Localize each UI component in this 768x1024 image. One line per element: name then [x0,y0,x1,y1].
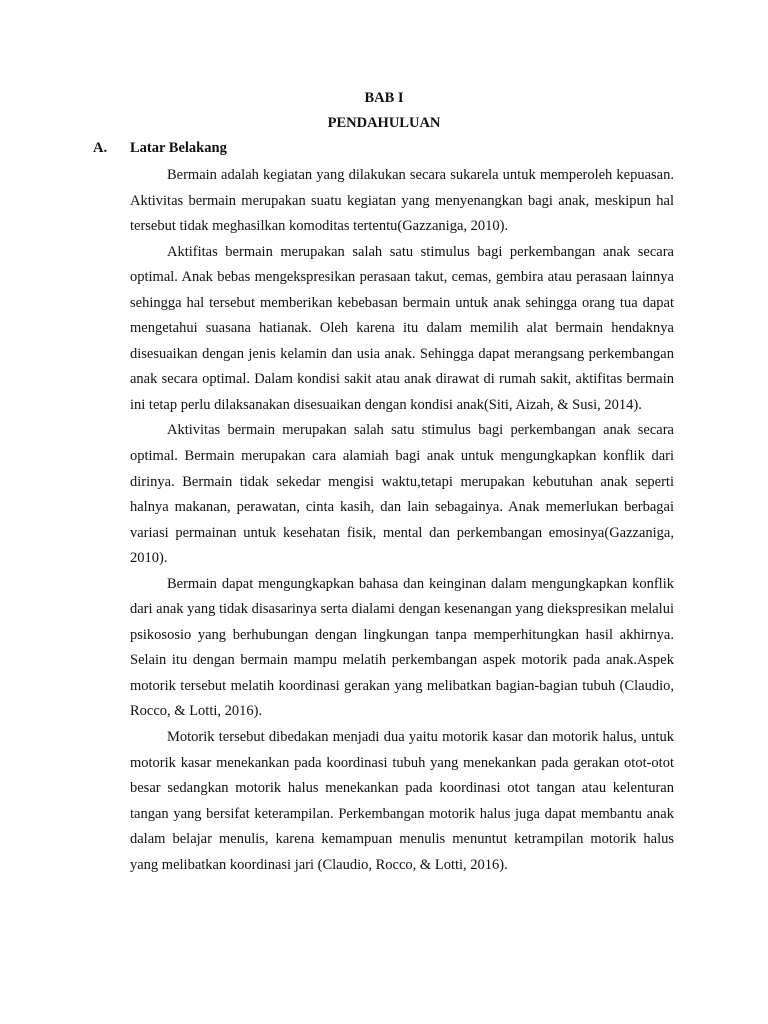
body-text [130,163,674,878]
paragraph: Aktivitas bermain merupakan salah satu stimulus bagi perkembangan anak secara optimal. Bermain merupakan cara alamiah bagi anak untuk mengungkapkan konflik dari dirinya. Bermain tidak sekedar mengisi waktu,tetapi merupakan kebutuhan anak seperti halnya makanan, perawatan, cinta kasih, dan lain sebagainya. Anak memerlukan berbagai variasi permainan untuk kesehatan fisik, mental dan perkembangan emosinya(Gazzaniga, 2010). [130,422,674,567]
section-title: Latar Belakang [130,140,227,156]
chapter-heading: BAB I [364,90,404,106]
chapter-title: PENDAHULUAN [327,115,441,131]
paragraph: Aktifitas bermain merupakan salah satu stimulus bagi perkembangan anak secara optimal. Anak bebas mengekspresikan perasaan takut, cemas, gembira atau perasaan lainnya sehingga hal tersebut memberikan kebebasan bermain untuk anak sehingga orang tua dapat mengetahui suasana hatianak. Oleh karena itu dalam memilih alat bermain hendaknya disesuaikan dengan jenis kelamin dan usia anak. Sehingga dapat merangsang perkembangan anak secara optimal. Dalam kondisi sakit atau anak dirawat di rumah sakit, aktifitas bermain ini tetap perlu dilaksanakan disesuaikan dengan kondisi anak(Siti, Aizah, & Susi, 2014). [130,243,674,413]
paragraph: Motorik tersebut dibedakan menjadi dua yaitu motorik kasar dan motorik halus, untuk motorik kasar menekankan pada koordinasi tubuh yang menekankan pada gerakan otot-otot besar sedangkan motorik halus menekankan pada koordinasi otot tangan atau kelenturan tangan yang bersifat keterampilan. Perkembangan motorik halus juga dapat membantu anak dalam belajar menulis, karena kemampuan menulis menuntut ketrampilan motorik halus yang melibatkan koordinasi jari (Claudio, Rocco, & Lotti, 2016). [130,729,674,873]
section-number: A. [93,140,108,156]
paragraph: Bermain dapat mengungkapkan bahasa dan keinginan dalam mengungkapkan konflik dari anak yang tidak disasarinya serta dialami dengan kesenangan yang diekspresikan melalui psikososio yang berhubungan dengan lingkungan tanpa memperhitungkan hasil akhirnya. Selain itu dengan bermain mampu melatih perkembangan aspek motorik pada anak.Aspek motorik tersebut melatih koordinasi gerakan yang melibatkan bagian-bagian tubuh (Claudio, Rocco, & Lotti, 2016). [130,575,674,720]
section-heading [93,139,227,157]
paragraph: Bermain adalah kegiatan yang dilakukan secara sukarela untuk memperoleh kepuasan. Aktivitas bermain merupakan suatu kegiatan yang menyenangkan bagi anak, meskipun hal tersebut tidak meghasilkan komoditas tertentu(Gazzaniga, 2010). [130,167,674,235]
